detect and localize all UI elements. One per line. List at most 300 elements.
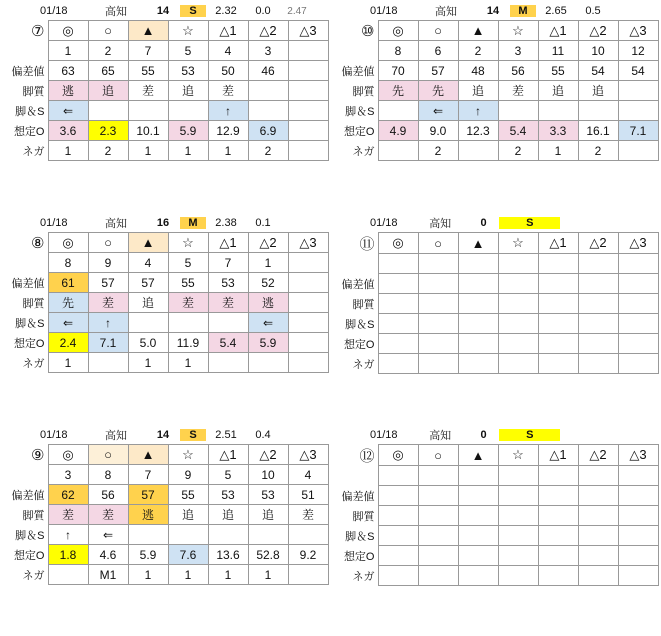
cell-kyaku-0: [378, 506, 418, 526]
row-label-kyaku: 脚質: [352, 85, 375, 98]
table-row: [2, 121, 328, 141]
table-row: [332, 121, 658, 141]
cell-nega-2: [458, 354, 498, 374]
cell-ands-5: [248, 101, 288, 121]
cell-num-3: 9: [168, 465, 208, 485]
race-date: 01/18: [370, 217, 398, 229]
cell-odds-6: [618, 334, 658, 354]
cell-kyaku-5: 追: [248, 505, 288, 525]
race-place: 高知: [105, 218, 127, 230]
race-place: 高知: [105, 6, 127, 18]
cell-odds-2: 10.1: [128, 121, 168, 141]
row-label-hensa: 偏差値: [341, 65, 375, 78]
row-label-hensa: 偏差値: [11, 489, 45, 502]
cell-kyaku-4: [538, 294, 578, 314]
column-header-1: ○: [88, 233, 128, 253]
cell-hensa-4: [538, 274, 578, 294]
cell-nega-3: [498, 354, 538, 374]
column-header-6: △3: [288, 21, 328, 41]
row-label-num: [2, 41, 48, 61]
cell-ands-2: ↑: [458, 101, 498, 121]
cell-hensa-6: [288, 273, 328, 293]
race-panel: [0, 424, 330, 636]
cell-odds-5: 6.9: [248, 121, 288, 141]
cell-ands-1: ↑: [88, 313, 128, 333]
cell-nega-0: [378, 566, 418, 586]
row-label-kyaku: 脚質: [22, 509, 45, 522]
table-row: [332, 466, 658, 486]
cell-kyaku-2: 逃: [128, 505, 168, 525]
table-row: [2, 61, 328, 81]
cell-kyaku-2: [458, 506, 498, 526]
column-header-0: ◎: [48, 21, 88, 41]
cell-kyaku-2: 差: [128, 81, 168, 101]
column-header-3: ☆: [168, 233, 208, 253]
cell-num-4: [538, 466, 578, 486]
cell-num-6: 4: [288, 465, 328, 485]
cell-ands-3: [498, 314, 538, 334]
cell-kyaku-4: 追: [208, 505, 248, 525]
panel-header: [330, 2, 660, 20]
cell-nega-6: [288, 353, 328, 373]
table-row: [2, 545, 328, 565]
cell-odds-0: 1.8: [48, 545, 88, 565]
race-class-badge: S: [499, 429, 560, 441]
column-header-6: △3: [288, 233, 328, 253]
column-header-2: ▲: [458, 21, 498, 41]
cell-ands-4: [538, 101, 578, 121]
cell-kyaku-3: 差: [498, 81, 538, 101]
cell-hensa-3: 56: [498, 61, 538, 81]
row-label-kyaku: 脚質: [352, 298, 375, 311]
panel-header: [0, 2, 330, 20]
cell-num-4: [538, 254, 578, 274]
table-row: [2, 273, 328, 293]
race-class-badge: M: [510, 5, 536, 17]
panel-header: [330, 426, 660, 444]
table-header-row: [332, 445, 658, 466]
cell-odds-4: 12.9: [208, 121, 248, 141]
table-row: [2, 41, 328, 61]
cell-num-1: [418, 466, 458, 486]
cell-ands-3: [498, 101, 538, 121]
cell-num-6: [618, 254, 658, 274]
cell-kyaku-4: [538, 506, 578, 526]
column-header-5: △2: [248, 445, 288, 465]
race-time-2: 0.4: [255, 429, 271, 441]
cell-ands-2: [458, 314, 498, 334]
cell-nega-1: [88, 353, 128, 373]
cell-kyaku-3: [498, 506, 538, 526]
cell-hensa-1: 56: [88, 485, 128, 505]
cell-ands-6: [288, 313, 328, 333]
cell-ands-4: ↑: [208, 101, 248, 121]
column-header-2: ▲: [128, 21, 168, 41]
cell-nega-2: 1: [128, 141, 168, 161]
panel-id: ⑫: [359, 447, 375, 465]
cell-ands-4: [208, 313, 248, 333]
table-row: [332, 566, 658, 586]
race-date: 01/18: [40, 429, 68, 441]
cell-ands-2: [458, 526, 498, 546]
cell-nega-4: 1: [208, 565, 248, 585]
table-row: [332, 486, 658, 506]
column-header-3: ☆: [498, 233, 538, 254]
cell-ands-3: [168, 313, 208, 333]
cell-num-4: 11: [538, 41, 578, 61]
cell-ands-0: [378, 526, 418, 546]
row-label-nega: ネガ: [352, 145, 375, 158]
race-table: [2, 444, 329, 585]
race-table: [332, 232, 659, 374]
cell-nega-6: [618, 354, 658, 374]
cell-hensa-4: 53: [208, 485, 248, 505]
cell-hensa-2: 48: [458, 61, 498, 81]
cell-hensa-2: 55: [128, 61, 168, 81]
panel-id: ⑩: [361, 22, 375, 40]
cell-odds-4: 3.3: [538, 121, 578, 141]
cell-num-6: [618, 466, 658, 486]
cell-ands-5: [578, 314, 618, 334]
cell-ands-1: [418, 526, 458, 546]
cell-hensa-1: 65: [88, 61, 128, 81]
cell-odds-5: 52.8: [248, 545, 288, 565]
cell-num-0: [378, 466, 418, 486]
race-table: [2, 232, 329, 373]
column-header-2: ▲: [128, 233, 168, 253]
column-header-0: ◎: [378, 21, 418, 41]
row-label-odds: 想定O: [343, 550, 375, 563]
cell-odds-0: 2.4: [48, 333, 88, 353]
cell-ands-2: [128, 313, 168, 333]
cell-hensa-6: 54: [618, 61, 658, 81]
table-row: [332, 81, 658, 101]
column-header-0: ◎: [48, 445, 88, 465]
column-header-1: ○: [88, 21, 128, 41]
cell-odds-6: [618, 546, 658, 566]
table-row: [332, 254, 658, 274]
cell-nega-0: [378, 141, 418, 161]
row-label-kyaku: 脚質: [22, 297, 45, 310]
race-time-3: 2.47: [287, 5, 307, 17]
cell-odds-5: [578, 546, 618, 566]
table-row: [332, 506, 658, 526]
cell-odds-6: 9.2: [288, 545, 328, 565]
row-label-nega: ネガ: [22, 357, 45, 370]
row-label-nega: ネガ: [22, 145, 45, 158]
race-class-badge: M: [180, 217, 206, 229]
column-header-4: △1: [208, 21, 248, 41]
cell-odds-1: 7.1: [88, 333, 128, 353]
cell-hensa-3: 55: [168, 485, 208, 505]
cell-kyaku-1: [418, 506, 458, 526]
column-header-4: △1: [538, 21, 578, 41]
cell-odds-0: 3.6: [48, 121, 88, 141]
cell-num-1: [418, 254, 458, 274]
race-class-badge: S: [499, 217, 560, 229]
column-header-5: △2: [578, 233, 618, 254]
cell-odds-3: [498, 334, 538, 354]
cell-hensa-4: 55: [538, 61, 578, 81]
race-time-2: 0.1: [255, 217, 271, 229]
cell-num-0: 8: [48, 253, 88, 273]
cell-num-5: 1: [248, 253, 288, 273]
table-row: [2, 81, 328, 101]
cell-hensa-5: 54: [578, 61, 618, 81]
cell-kyaku-6: [618, 294, 658, 314]
cell-ands-3: [168, 525, 208, 545]
table-row: [332, 526, 658, 546]
table-header-row: [2, 233, 328, 253]
race-place: 高知: [435, 6, 457, 18]
cell-odds-4: [538, 334, 578, 354]
column-header-5: △2: [248, 21, 288, 41]
cell-ands-2: [128, 525, 168, 545]
cell-num-1: 8: [88, 465, 128, 485]
cell-hensa-1: [418, 274, 458, 294]
race-class-badge: S: [180, 429, 206, 441]
cell-odds-1: 9.0: [418, 121, 458, 141]
row-label-num: [2, 253, 48, 273]
cell-num-5: [578, 466, 618, 486]
cell-ands-1: ⇐: [418, 101, 458, 121]
column-header-6: △3: [618, 445, 658, 466]
race-panel: [0, 0, 330, 212]
cell-odds-0: [378, 546, 418, 566]
cell-kyaku-5: 追: [578, 81, 618, 101]
cell-odds-4: 5.4: [208, 333, 248, 353]
cell-ands-0: [378, 314, 418, 334]
cell-ands-2: [128, 101, 168, 121]
table-row: [2, 525, 328, 545]
cell-hensa-1: 57: [418, 61, 458, 81]
cell-kyaku-5: [578, 506, 618, 526]
cell-hensa-5: [578, 274, 618, 294]
column-header-5: △2: [578, 21, 618, 41]
cell-num-1: 2: [88, 41, 128, 61]
cell-hensa-2: [458, 274, 498, 294]
row-label-odds: 想定O: [13, 549, 45, 562]
cell-ands-4: [208, 525, 248, 545]
race-time-2: 0.0: [255, 5, 271, 17]
cell-ands-6: [618, 101, 658, 121]
cell-hensa-3: [498, 486, 538, 506]
cell-ands-6: [288, 101, 328, 121]
race-place: 高知: [429, 430, 452, 442]
row-label-kyaku: 脚質: [352, 510, 375, 523]
cell-hensa-4: 53: [208, 273, 248, 293]
cell-nega-1: 2: [418, 141, 458, 161]
cell-nega-2: 1: [128, 565, 168, 585]
cell-odds-2: 5.9: [128, 545, 168, 565]
cell-hensa-3: 53: [168, 61, 208, 81]
cell-odds-1: [418, 334, 458, 354]
cell-ands-4: [538, 526, 578, 546]
cell-nega-1: [418, 354, 458, 374]
race-date: 01/18: [40, 5, 68, 17]
race-number: 14: [486, 5, 500, 17]
table-row: [2, 505, 328, 525]
column-header-0: ◎: [378, 233, 418, 254]
cell-hensa-2: [458, 486, 498, 506]
cell-hensa-3: 55: [168, 273, 208, 293]
race-time-2: 0.5: [585, 5, 601, 17]
cell-ands-5: [578, 101, 618, 121]
row-label-odds: 想定O: [13, 125, 45, 138]
column-header-4: △1: [538, 233, 578, 254]
race-number: 0: [480, 429, 487, 441]
cell-num-2: [458, 466, 498, 486]
cell-kyaku-5: [248, 81, 288, 101]
column-header-3: ☆: [498, 21, 538, 41]
column-header-1: ○: [88, 445, 128, 465]
cell-kyaku-4: 差: [208, 81, 248, 101]
cell-hensa-1: [418, 486, 458, 506]
cell-odds-3: [498, 546, 538, 566]
table-row: [332, 294, 658, 314]
row-label-hensa: 偏差値: [11, 65, 45, 78]
column-header-4: △1: [538, 445, 578, 466]
cell-hensa-6: [288, 61, 328, 81]
cell-num-5: 3: [248, 41, 288, 61]
cell-odds-1: 2.3: [88, 121, 128, 141]
panel-header: [330, 214, 660, 232]
cell-odds-3: 7.6: [168, 545, 208, 565]
row-label-num: [332, 254, 378, 274]
race-date: 01/18: [40, 217, 68, 229]
cell-odds-2: 5.0: [128, 333, 168, 353]
table-row: [2, 565, 328, 585]
cell-nega-5: [578, 354, 618, 374]
column-header-4: △1: [208, 445, 248, 465]
cell-num-2: 7: [128, 41, 168, 61]
row-label-hensa: 偏差値: [11, 277, 45, 290]
row-label-num: [332, 41, 378, 61]
cell-kyaku-5: [578, 294, 618, 314]
cell-hensa-0: 61: [48, 273, 88, 293]
cell-nega-4: 1: [208, 141, 248, 161]
cell-kyaku-6: [618, 81, 658, 101]
panel-id: ⑦: [31, 22, 45, 40]
row-label-ands: 脚＆S: [345, 530, 375, 543]
cell-num-3: [498, 466, 538, 486]
cell-kyaku-1: 差: [88, 293, 128, 313]
cell-odds-6: 7.1: [618, 121, 658, 141]
race-class-badge: S: [180, 5, 206, 17]
cell-kyaku-4: 差: [208, 293, 248, 313]
cell-kyaku-0: 差: [48, 505, 88, 525]
cell-num-0: 8: [378, 41, 418, 61]
cell-nega-0: [48, 565, 88, 585]
cell-num-3: 3: [498, 41, 538, 61]
column-header-1: ○: [418, 233, 458, 254]
panel-id: ⑧: [31, 234, 45, 252]
race-date: 01/18: [370, 5, 398, 17]
cell-num-3: 5: [168, 41, 208, 61]
cell-num-4: 7: [208, 253, 248, 273]
row-label-ands: 脚＆S: [15, 529, 45, 542]
cell-nega-4: [538, 354, 578, 374]
row-label-ands: 脚＆S: [15, 317, 45, 330]
cell-num-0: [378, 254, 418, 274]
cell-nega-3: 2: [498, 141, 538, 161]
cell-kyaku-6: 差: [288, 505, 328, 525]
cell-ands-6: [618, 526, 658, 546]
cell-nega-4: [538, 566, 578, 586]
cell-num-6: [288, 41, 328, 61]
row-label-num: [332, 466, 378, 486]
cell-nega-6: [618, 566, 658, 586]
panel-header: [0, 214, 330, 232]
cell-kyaku-0: 逃: [48, 81, 88, 101]
cell-num-0: 1: [48, 41, 88, 61]
cell-num-0: 3: [48, 465, 88, 485]
cell-nega-2: [458, 566, 498, 586]
column-header-3: ☆: [168, 445, 208, 465]
cell-kyaku-1: 差: [88, 505, 128, 525]
column-header-1: ○: [418, 445, 458, 466]
race-table: [2, 20, 329, 161]
cell-nega-5: 2: [248, 141, 288, 161]
cell-hensa-2: 57: [128, 273, 168, 293]
cell-hensa-2: 57: [128, 485, 168, 505]
row-label-odds: 想定O: [343, 338, 375, 351]
table-header-row: [332, 233, 658, 254]
table-header-row: [332, 21, 658, 41]
table-row: [332, 314, 658, 334]
cell-nega-1: M1: [88, 565, 128, 585]
cell-kyaku-0: 先: [378, 81, 418, 101]
table-row: [2, 353, 328, 373]
row-label-ands: 脚＆S: [15, 105, 45, 118]
table-row: [2, 485, 328, 505]
cell-hensa-6: 51: [288, 485, 328, 505]
cell-num-6: [288, 253, 328, 273]
cell-kyaku-3: [498, 294, 538, 314]
cell-nega-2: [458, 141, 498, 161]
row-label-nega: ネガ: [352, 358, 375, 371]
row-label-hensa: 偏差値: [341, 490, 375, 503]
panel-header: [0, 426, 330, 444]
cell-num-5: 10: [248, 465, 288, 485]
cell-kyaku-2: 追: [458, 81, 498, 101]
column-header-3: ☆: [498, 445, 538, 466]
cell-odds-5: 16.1: [578, 121, 618, 141]
race-panel: [0, 212, 330, 424]
cell-num-1: 6: [418, 41, 458, 61]
cell-hensa-4: 50: [208, 61, 248, 81]
cell-nega-3: 1: [168, 353, 208, 373]
table-row: [2, 313, 328, 333]
table-header-row: [2, 21, 328, 41]
cell-nega-5: [578, 566, 618, 586]
table-row: [332, 334, 658, 354]
cell-num-2: 4: [128, 253, 168, 273]
table-row: [2, 141, 328, 161]
cell-odds-0: 4.9: [378, 121, 418, 141]
table-header-row: [2, 445, 328, 465]
race-number: 16: [156, 217, 170, 229]
column-header-1: ○: [418, 21, 458, 41]
cell-num-3: 5: [168, 253, 208, 273]
cell-ands-6: [618, 314, 658, 334]
panel-id: ⑪: [359, 235, 375, 253]
cell-nega-3: 1: [168, 565, 208, 585]
cell-hensa-0: 63: [48, 61, 88, 81]
cell-nega-5: 2: [578, 141, 618, 161]
race-time-1: 2.65: [545, 5, 567, 17]
column-header-2: ▲: [128, 445, 168, 465]
